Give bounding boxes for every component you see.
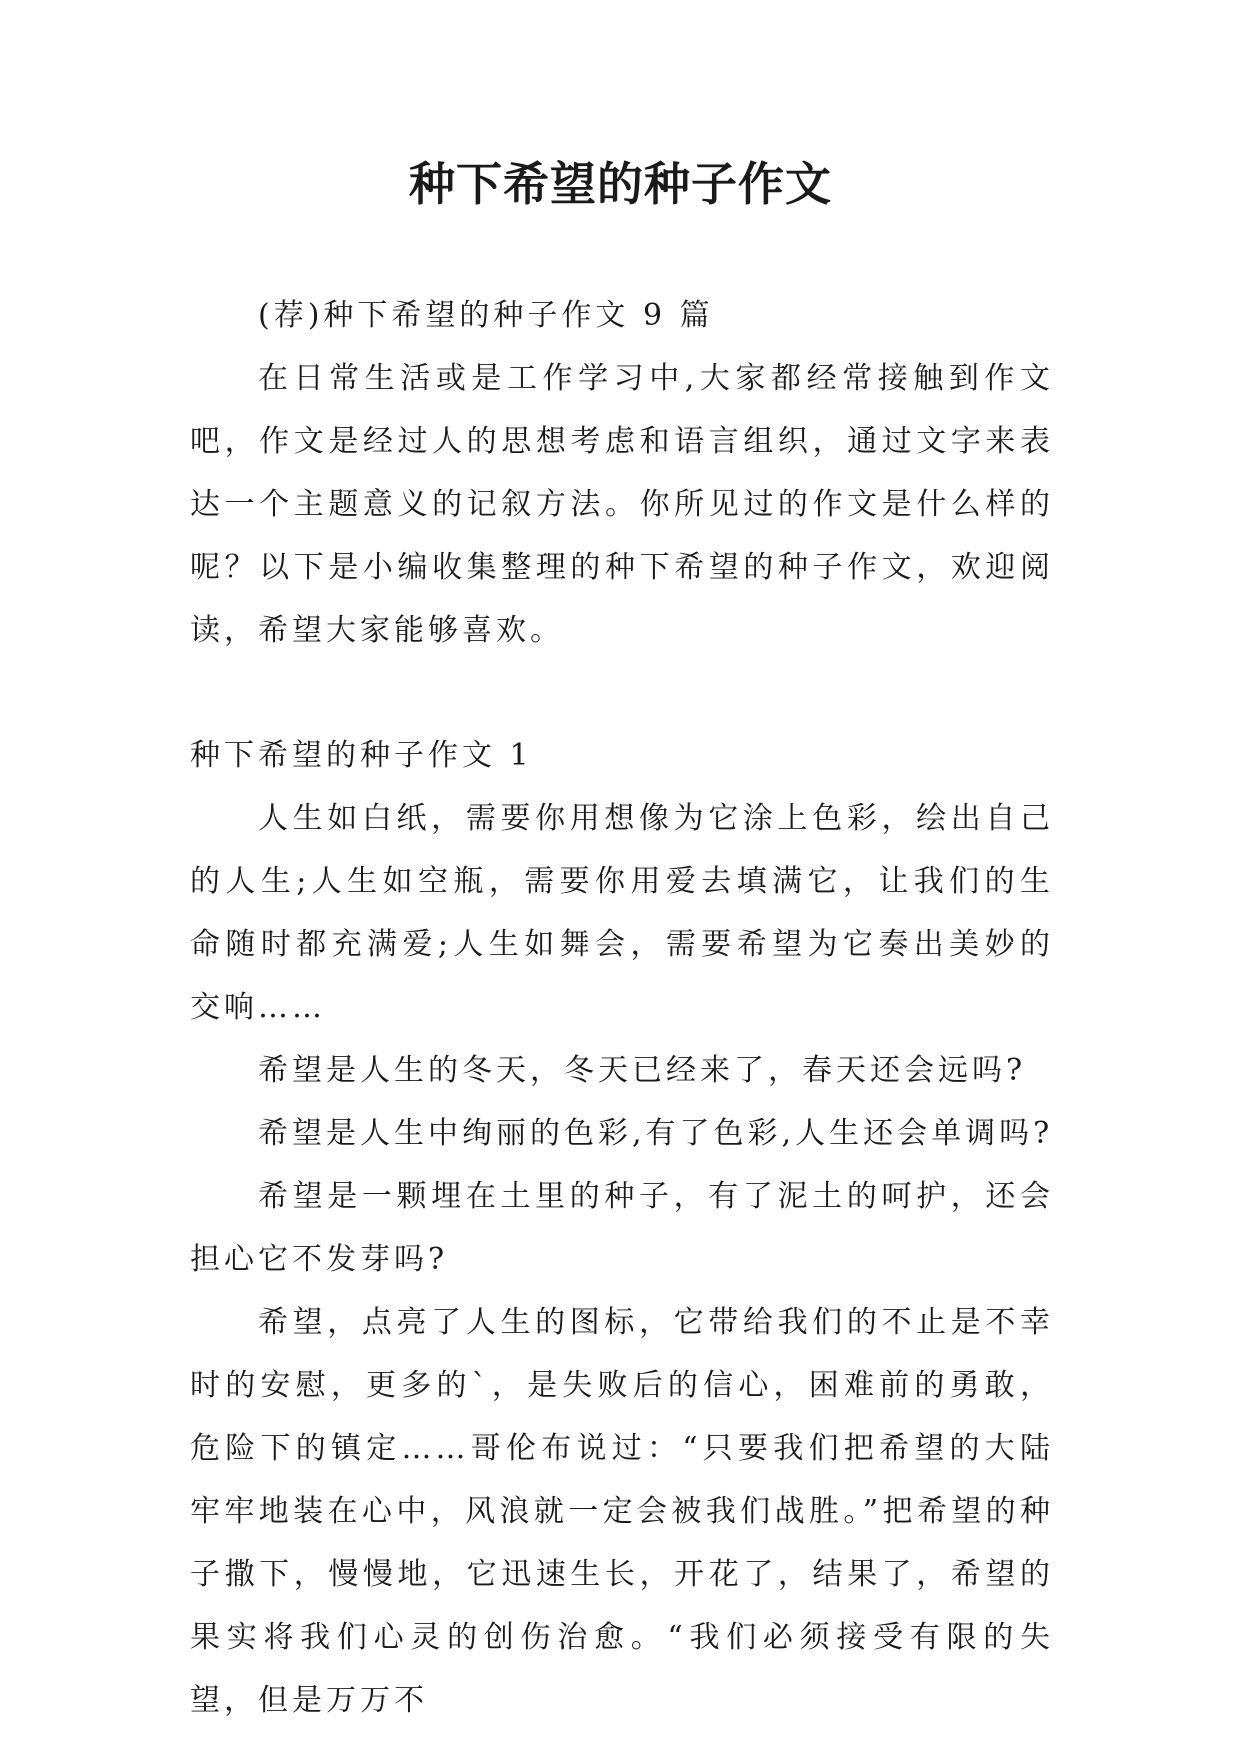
body-paragraph: 希望，点亮了人生的图标，它带给我们的不止是不幸时的安慰，更多的`，是失败后的信心，困难前的勇敢，危险下的镇定……哥伦布说过：“只要我们把希望的大陆牢牢地装在心中，风浪就一定会被我们战胜。”把希望的种子撒下，慢慢地，它迅速生长，开花了，结果了，希望的果实将我们心灵的创伤治愈。“我们必须接受有限的失望，但是万万不: [190, 1305, 1054, 1718]
body-paragraph: 人生如白纸，需要你用想像为它涂上色彩，绘出自己的人生;人生如空瓶，需要你用爱去填满它，让我们的生命随时都充满爱;人生如舞会，需要希望为它奏出美妙的交响……: [190, 801, 1054, 1025]
document-body: [190, 284, 1054, 1732]
body-paragraph: 希望是人生的冬天，冬天已经来了，春天还会远吗?: [258, 1053, 1027, 1088]
document-title: 种下希望的种子作文: [409, 157, 832, 211]
body-paragraph: 希望是人生中绚丽的色彩,有了色彩,人生还会单调吗?: [258, 1116, 1054, 1151]
intro-paragraph: 在日常生活或是工作学习中,大家都经常接触到作文吧，作文是经过人的思想考虑和语言组织，通过文字来表达一个主题意义的记叙方法。你所见过的作文是什么样的呢？以下是小编收集整理的种下希望的种子作文，欢迎阅读，希望大家能够喜欢。: [190, 361, 1054, 648]
body-paragraph: 希望是一颗埋在土里的种子，有了泥土的呵护，还会担心它不发芽吗?: [190, 1179, 1054, 1277]
section-spacer: [190, 662, 1054, 724]
subtitle: (荐)种下希望的种子作文 9 篇: [258, 298, 714, 333]
section-heading: 种下希望的种子作文 1: [190, 738, 533, 773]
